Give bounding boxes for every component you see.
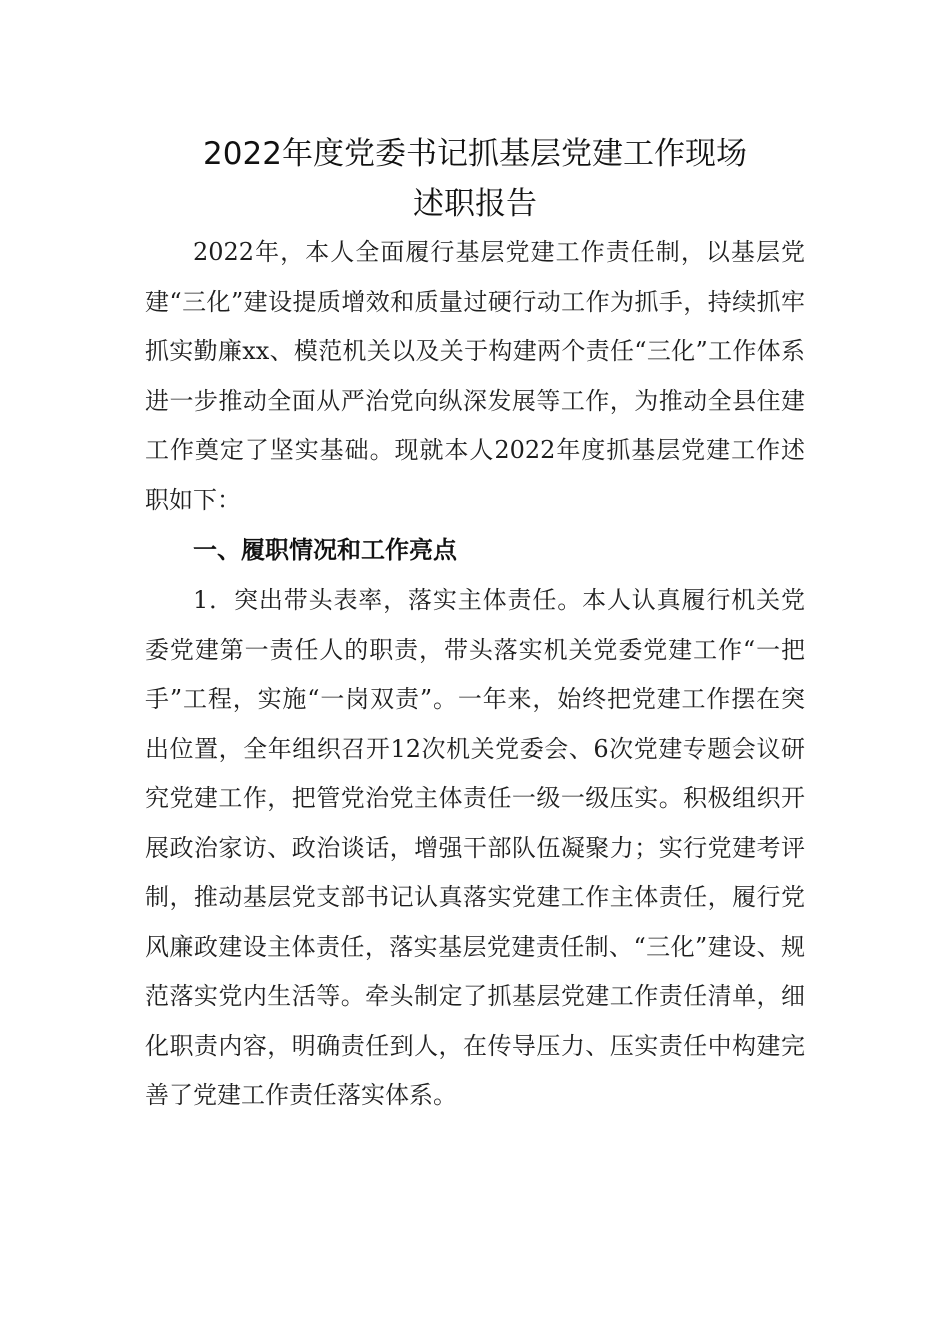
document-title-line1: 2022年度党委书记抓基层党建工作现场 (203, 136, 747, 172)
intro-paragraph: 2022年，本人全面履行基层党建工作责任制，以基层党建“三化”建设提质增效和质量过硬行动工作为抓手，持续抓牢抓实勤廉xx、模范机关以及关于构建两个责任“三化”工作体系进一步推动全面从严治党向纵深发展等工作，为推动全县住建工作奠定了坚实基础。现就本人2022年度抓基层党建工作述职如下： (145, 238, 805, 514)
body-paragraph: 1．突出带头表率，落实主体责任。本人认真履行机关党委党建第一责任人的职责，带头落实机关党委党建工作“一把手”工程，实施“一岗双责”。一年来，始终把党建工作摆在突出位置，全年组织召开12次机关党委会、6次党建专题会议研究党建工作，把管党治党主体责任一级一级压实。积极组织开展政治家访、政治谈话，增强干部队伍凝聚力；实行党建考评制，推动基层党支部书记认真落实党建工作主体责任，履行党风廉政建设主体责任，落实基层党建责任制、“三化”建设、规范落实党内生活等。牵头制定了抓基层党建工作责任清单，细化职责内容，明确责任到人，在传导压力、压实责任中构建完善了党建工作责任落实体系。 (145, 586, 805, 1109)
section-heading: 一、履职情况和工作亮点 (193, 536, 457, 564)
document-title-line2: 述职报告 (413, 186, 537, 222)
